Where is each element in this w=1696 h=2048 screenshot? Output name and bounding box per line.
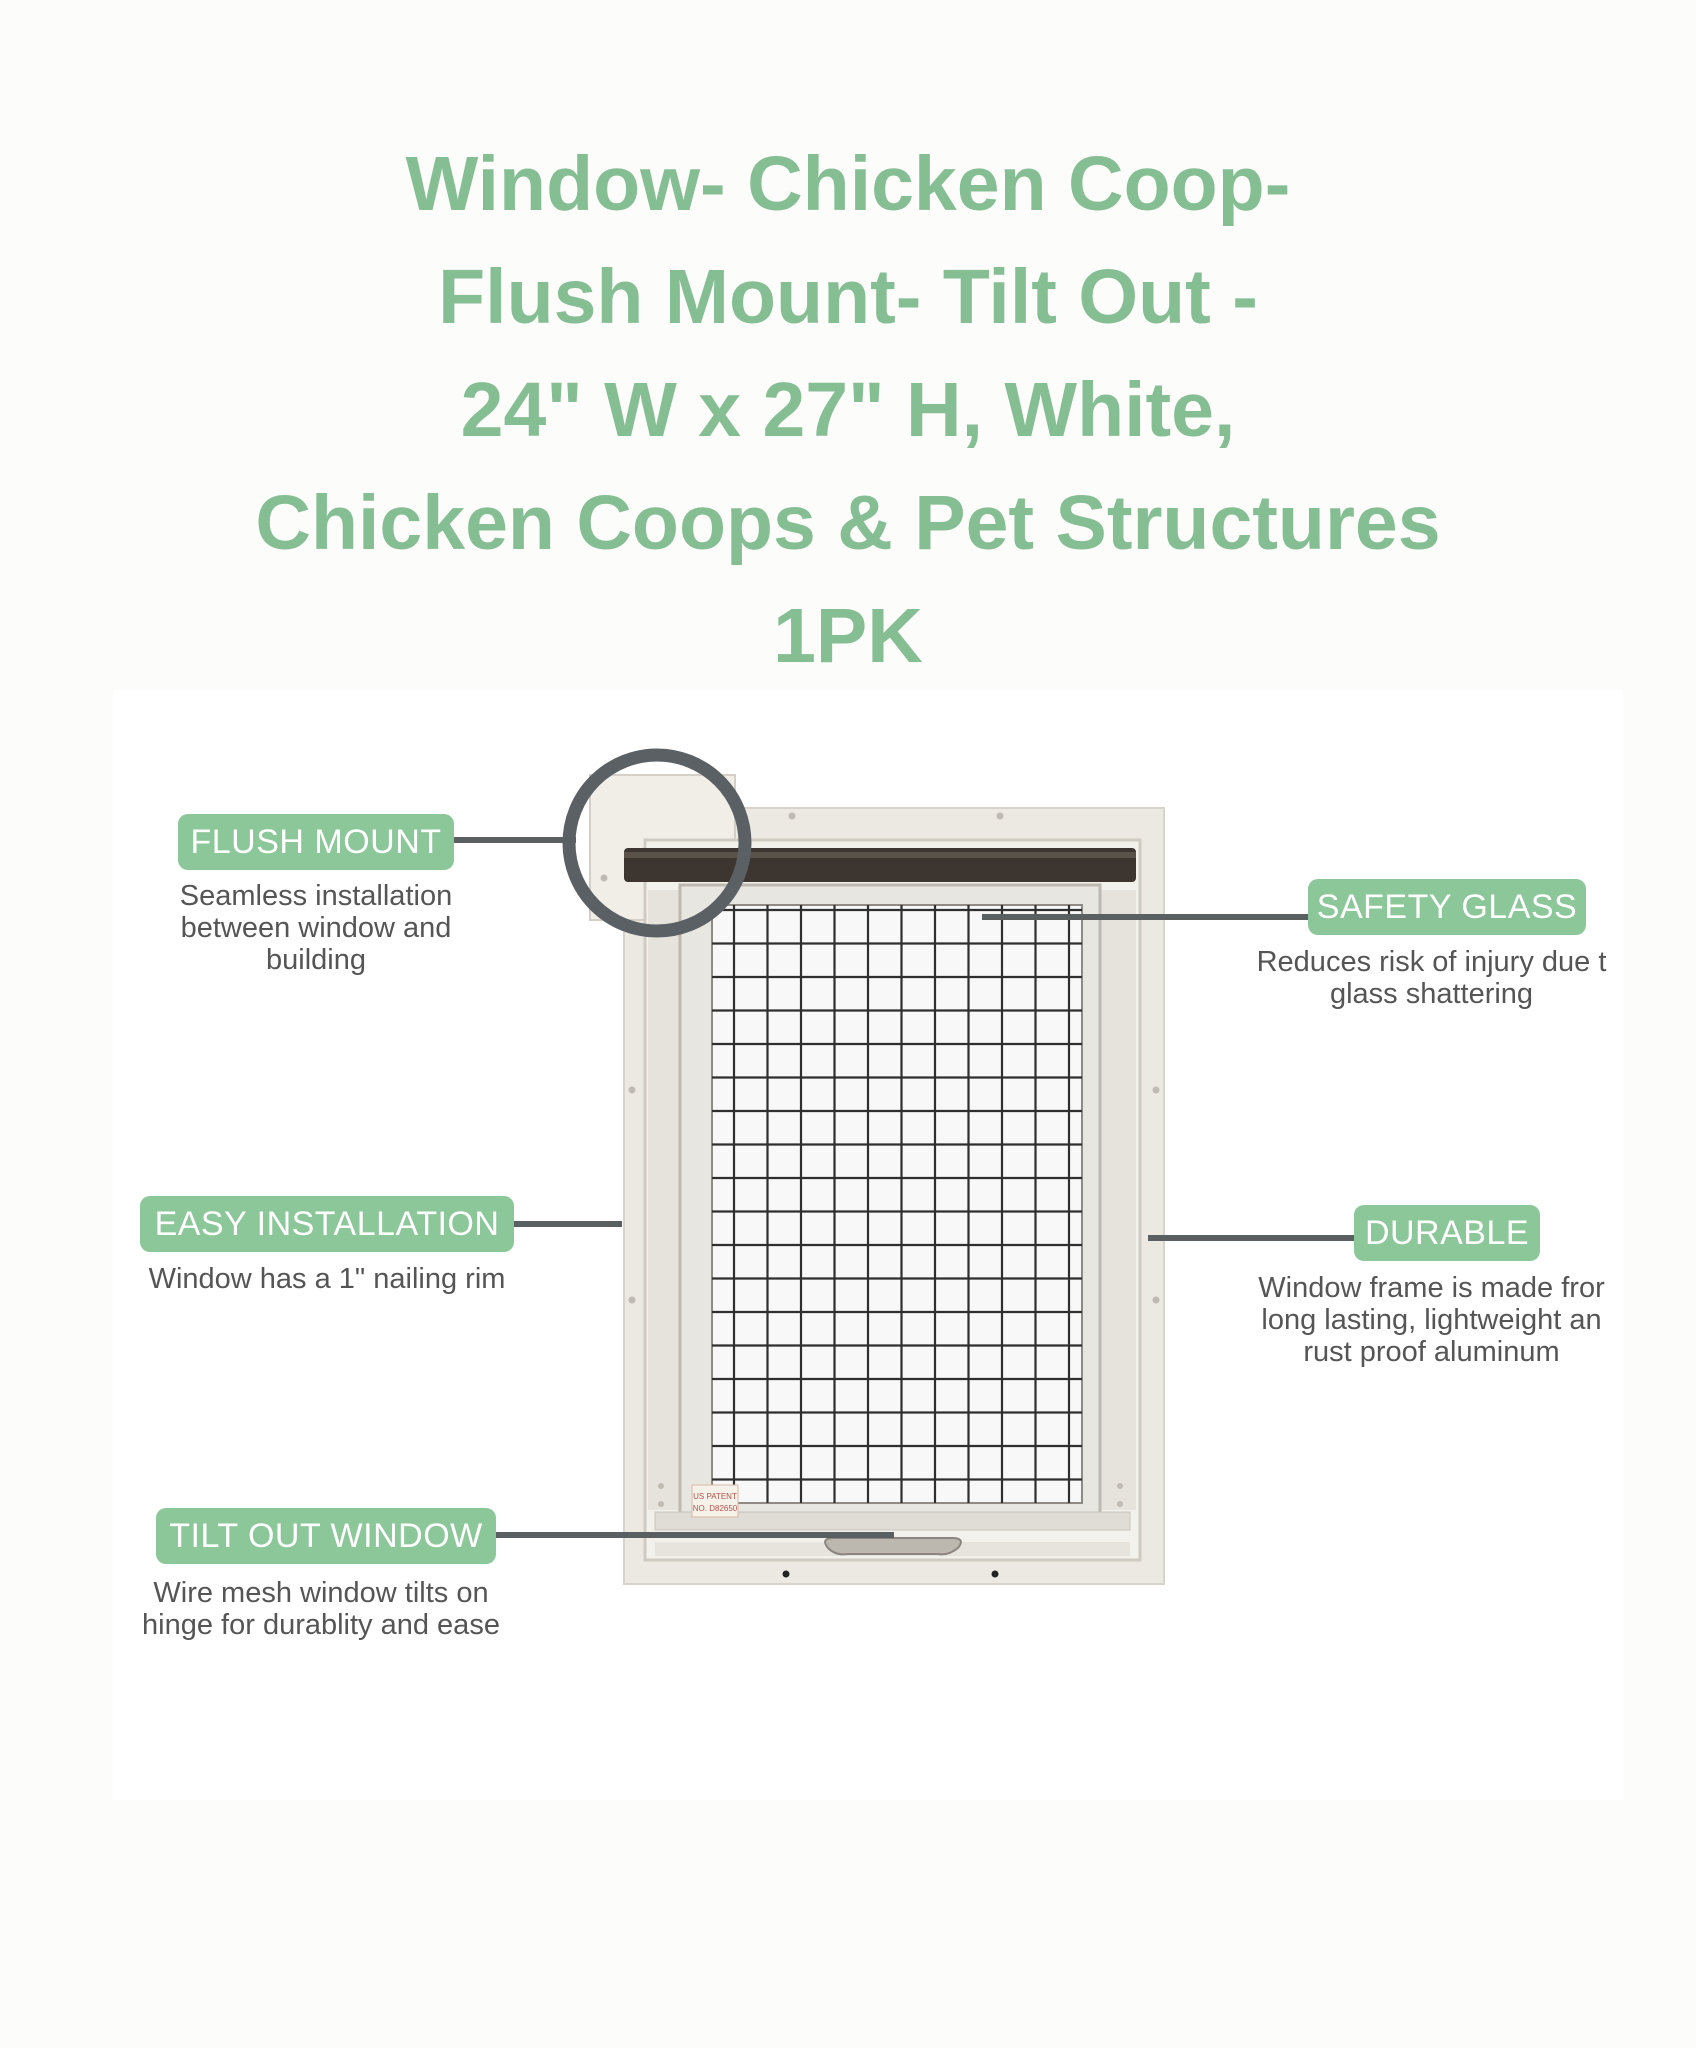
easy-installation-badge: EASY INSTALLATION (140, 1196, 514, 1252)
tilt-out-window-description (118, 1577, 524, 1641)
connector-easy-installation (512, 1221, 622, 1227)
title-line-2: Flush Mount- Tilt Out - (438, 254, 1258, 340)
connector-tilt-out (494, 1532, 894, 1538)
title-line-1: Window- Chicken Coop- (405, 141, 1291, 227)
patent-sticker-line-1: US PATENT (693, 1492, 737, 1501)
easy-installation-desc-line-1: Window has a 1" nailing rim (148, 1263, 506, 1295)
safety-glass-badge: SAFETY GLASS (1308, 879, 1586, 935)
tilt-out-desc-line-2: hinge for durablity and ease (142, 1609, 500, 1641)
flush-mount-badge: FLUSH MOUNT (178, 814, 454, 870)
title-line-5: 1PK (773, 593, 923, 679)
tilt-out-window-badge: TILT OUT WINDOW (156, 1508, 496, 1564)
connector-safety-glass (982, 914, 1310, 920)
connector-durable (1148, 1235, 1356, 1241)
durable-desc-line-2: long lasting, lightweight an (1261, 1304, 1602, 1336)
title-line-4: Chicken Coops & Pet Structures (255, 480, 1441, 566)
safety-glass-desc-line-1: Reduces risk of injury due t (1256, 946, 1607, 978)
safety-glass-description (1240, 946, 1623, 1010)
flush-mount-desc-line-3: building (266, 944, 366, 976)
durable-desc-line-1: Window frame is made fror (1258, 1272, 1605, 1304)
tilt-out-desc-line-1: Wire mesh window tilts on (153, 1577, 489, 1609)
window-handle (825, 1538, 961, 1554)
patent-sticker-line-2: NO. D82650 (692, 1504, 738, 1513)
flush-mount-desc-line-2: between window and (180, 912, 452, 944)
flush-mount-desc-line-1: Seamless installation (179, 880, 453, 912)
title-line-3: 24" W x 27" H, White, (460, 367, 1236, 453)
durable-desc-line-3: rust proof aluminum (1303, 1336, 1560, 1368)
flush-mount-description (150, 880, 482, 976)
connector-flush-mount (452, 837, 576, 843)
safety-glass-desc-line-2: glass shattering (1329, 978, 1534, 1010)
easy-installation-description (126, 1263, 528, 1295)
durable-badge: DURABLE (1354, 1205, 1540, 1261)
durable-description (1240, 1272, 1623, 1368)
